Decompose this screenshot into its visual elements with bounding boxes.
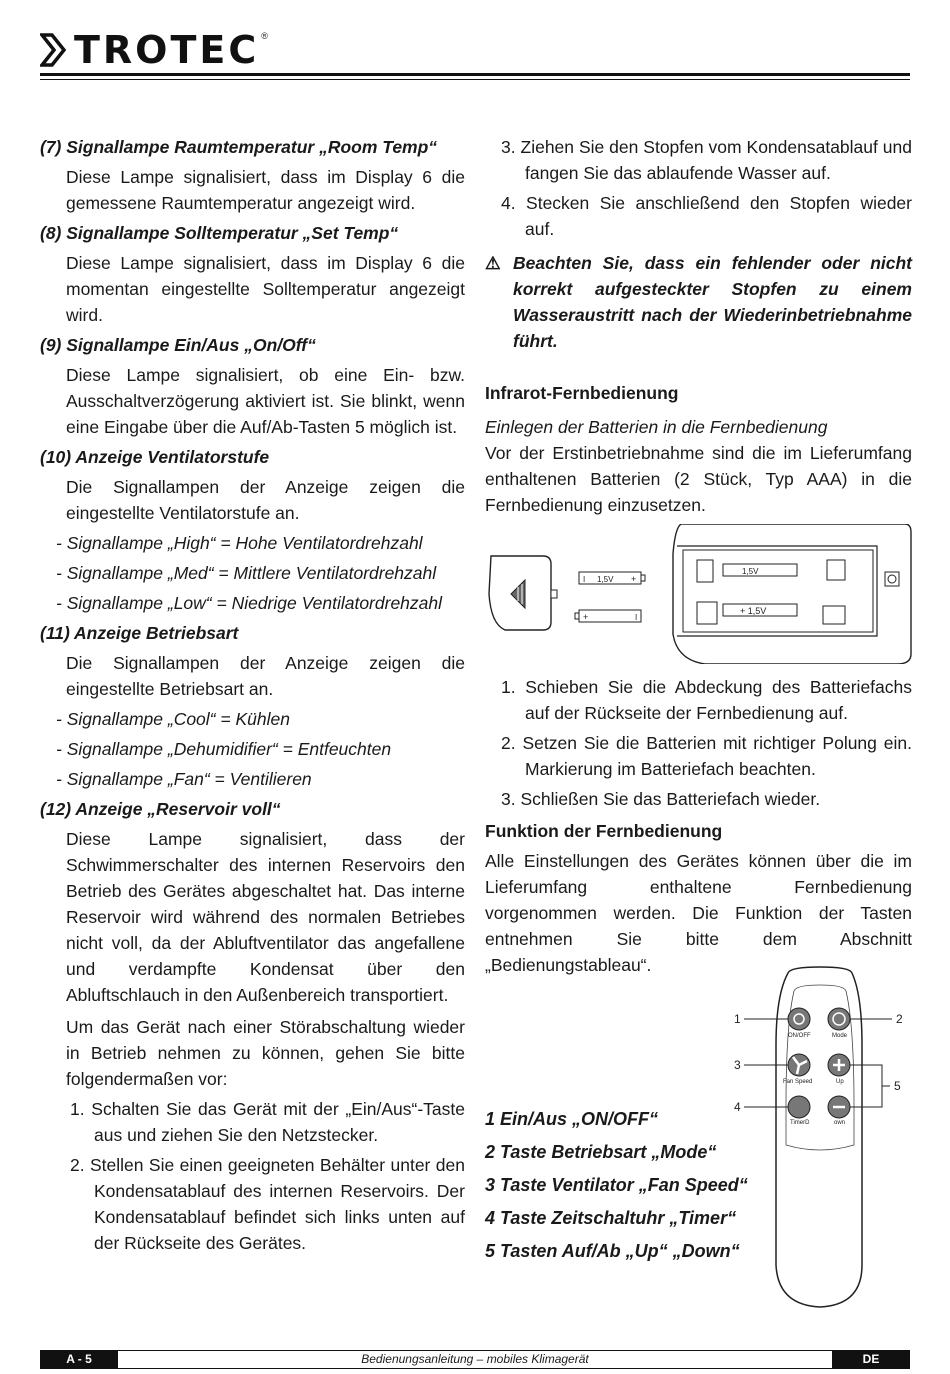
svg-text:I: I: [635, 613, 638, 622]
step-item: 2. Stellen Sie einen geeigneten Behälter unter den Kondensatablauf des internen Reservoirs. Der Kondensatablauf befindet sich links unten auf der Rückseite des Gerätes.: [70, 1155, 465, 1253]
item8-title: (8) Signallampe Solltemperatur „Set Temp“: [40, 223, 399, 243]
callout-3: 3: [734, 1058, 741, 1072]
item11-title: (11) Anzeige Betriebsart: [40, 623, 239, 643]
brand-name: TROTEC: [74, 28, 260, 72]
svg-text:+ 1,5V: + 1,5V: [740, 606, 767, 616]
brand-logo: [40, 28, 268, 72]
step-item: 2. Setzen Sie die Batterien mit richtiger Polung ein. Markierung im Batteriefach beachten.: [501, 733, 912, 779]
svg-text:+: +: [631, 574, 637, 584]
item7-title: (7) Signallampe Raumtemperatur „Room Temp“: [40, 137, 438, 157]
subsection-heading: Einlegen der Batterien in die Fernbedienung: [485, 417, 828, 437]
btn-label-down: own: [834, 1120, 846, 1126]
logo-mark-icon: [40, 33, 68, 67]
language-badge: DE: [832, 1351, 910, 1368]
item10-text: Die Signallampen der Anzeige zeigen die eingestellte Ventilatorstufe an.: [66, 477, 465, 523]
item10-title: (10) Anzeige Ventilatorstufe: [40, 447, 270, 467]
step-item: 3. Ziehen Sie den Stopfen vom Kondensatablauf und fangen Sie das ablaufende Wasser auf.: [501, 137, 912, 183]
warning-icon: ⚠: [485, 253, 501, 273]
left-column: [40, 134, 465, 1260]
list-item: - Signallampe „Low“ = Niedrige Ventilatordrehzahl: [56, 593, 443, 613]
svg-text:I: I: [583, 575, 586, 584]
btn-label-onoff: ON/OFF: [788, 1033, 811, 1039]
warning-text: Beachten Sie, dass ein fehlender oder nicht korrekt aufgesteckter Stopfen zu einem Wasseraustritt nach der Wiederinbetriebnahme führt.: [513, 253, 912, 351]
right-column: [485, 134, 912, 982]
callout-2: 2: [896, 1012, 903, 1026]
list-item: - Signallampe „Fan“ = Ventilieren: [56, 769, 312, 789]
item11-text: Die Signallampen der Anzeige zeigen die eingestellte Betriebsart an.: [66, 653, 465, 699]
btn-label-up: Up: [836, 1079, 844, 1085]
item12-text: Diese Lampe signalisiert, dass der Schwimmerschalter des internen Reservoirs den Betrieb des Gerätes abgeschaltet hat. Das interne Reservoir wird während des normalen Betriebes nicht voll, da der Abluftventilator das angefallene und verdampfte Kondensat über den Abluftschlauch in den Außenbereich transportiert.: [66, 829, 465, 1005]
item12-text-2: Um das Gerät nach einer Störabschaltung wieder in Betrieb nehmen zu können, gehen Sie bitte folgendermaßen vor:: [66, 1017, 465, 1089]
callout-5: 5: [894, 1079, 901, 1093]
page-footer: [40, 1350, 910, 1369]
step-item: 1. Schieben Sie die Abdeckung des Batteriefachs auf der Rückseite der Fernbedienung auf.: [501, 677, 912, 723]
header-rule: [40, 73, 910, 76]
btn-label-fan: Fan Speed: [783, 1079, 813, 1085]
page-number: A - 5: [40, 1351, 118, 1368]
list-item: - Signallampe „Cool“ = Kühlen: [56, 709, 290, 729]
battery-compartment-illustration: [485, 524, 912, 664]
legend-item: 5 Tasten Auf/Ab „Up“ „Down“: [485, 1241, 740, 1261]
svg-text:+: +: [583, 612, 589, 622]
btn-label-timer: TimerD: [790, 1120, 810, 1126]
svg-text:1,5V: 1,5V: [742, 567, 759, 576]
section-heading: Infrarot-Fernbedienung: [485, 383, 679, 403]
step-item: 4. Stecken Sie anschließend den Stopfen wieder auf.: [501, 193, 912, 239]
step-item: 3. Schließen Sie das Batteriefach wieder.: [501, 789, 821, 809]
remote-control-illustration: [730, 965, 910, 1310]
list-item: - Signallampe „Dehumidifier“ = Entfeuchten: [56, 739, 392, 759]
item9-title: (9) Signallampe Ein/Aus „On/Off“: [40, 335, 316, 355]
legend-item: 3 Taste Ventilator „Fan Speed“: [485, 1175, 748, 1195]
step-item: 1. Schalten Sie das Gerät mit der „Ein/Aus“-Taste aus und ziehen Sie den Netzstecker.: [70, 1099, 465, 1145]
legend-item: 4 Taste Zeitschaltuhr „Timer“: [485, 1208, 737, 1228]
btn-label-mode: Mode: [832, 1033, 848, 1039]
legend-item: 2 Taste Betriebsart „Mode“: [485, 1142, 717, 1162]
callout-4: 4: [734, 1100, 741, 1114]
legend-item: 1 Ein/Aus „ON/OFF“: [485, 1109, 659, 1129]
list-item: - Signallampe „High“ = Hohe Ventilatordrehzahl: [56, 533, 423, 553]
item8-text: Diese Lampe signalisiert, dass im Display 6 die momentan eingestellte Solltemperatur angezeigt wird.: [66, 253, 465, 325]
item7-text: Diese Lampe signalisiert, dass im Display 6 die gemessene Raumtemperatur angezeigt wird.: [66, 167, 465, 213]
list-item: - Signallampe „Med“ = Mittlere Ventilatordrehzahl: [56, 563, 437, 583]
remote-legend: [485, 1103, 748, 1268]
batteries-text: Vor der Erstinbetriebnahme sind die im Lieferumfang enthaltenen Batterien (2 Stück, Typ AAA) in die Fernbedienung einzusetzen.: [485, 443, 912, 515]
section-heading: Funktion der Fernbedienung: [485, 821, 723, 841]
footer-title: Bedienungsanleitung – mobiles Klimagerät: [361, 1352, 589, 1366]
header-rule-thin: [40, 79, 910, 80]
function-text: Alle Einstellungen des Gerätes können über die im Lieferumfang enthaltene Fernbedienung vorgenommen werden. Die Funktion der Tasten entnehmen Sie bitte dem Abschnitt „Bedienungstableau“.: [485, 851, 912, 975]
battery-label: 1,5V: [597, 575, 614, 584]
callout-1: 1: [734, 1012, 741, 1026]
warning-note: [485, 250, 912, 354]
item9-text: Diese Lampe signalisiert, ob eine Ein- bzw. Ausschaltverzögerung aktiviert ist. Sie blinkt, wenn eine Eingabe über die Auf/Ab-Tasten 5 möglich ist.: [66, 365, 465, 437]
item12-title: (12) Anzeige „Reservoir voll“: [40, 799, 281, 819]
registered-mark: ®: [261, 31, 268, 41]
